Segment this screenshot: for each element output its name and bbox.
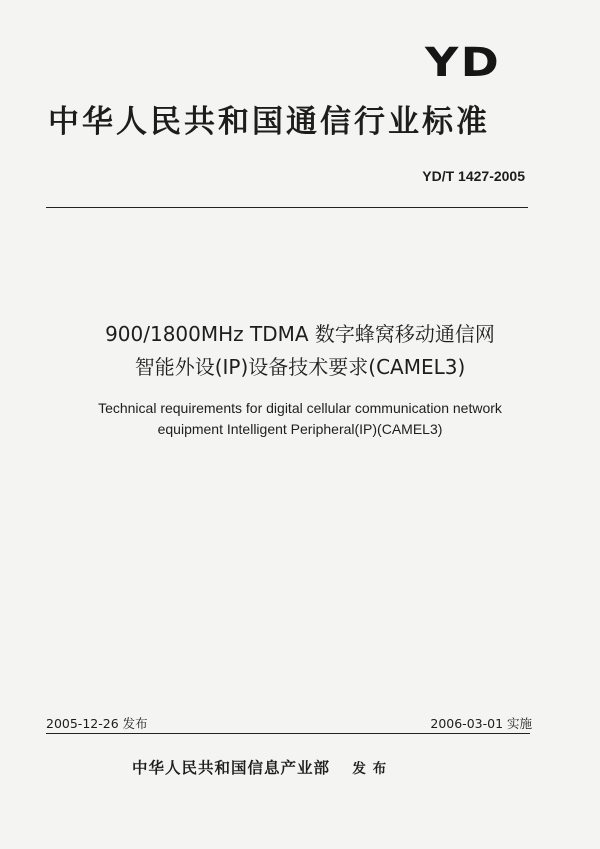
industry-standard-heading: 中华人民共和国通信行业标准 <box>48 104 490 140</box>
publisher-name: 中华人民共和国信息产业部 <box>132 759 331 777</box>
chinese-title-line-1: 900/1800MHz TDMA 数字蜂窝移动通信网 <box>105 322 495 346</box>
publisher-line <box>132 756 387 778</box>
issue-date: 2005-12-26 发布 <box>46 716 148 731</box>
english-title-line-2: equipment Intelligent Peripheral(IP)(CAMEL3) <box>157 421 443 437</box>
chinese-title <box>0 318 600 384</box>
implementation-date: 2006-03-01 实施 <box>430 716 532 731</box>
bottom-divider <box>46 733 530 734</box>
publisher-action: 发 布 <box>352 761 388 777</box>
english-title <box>0 398 600 440</box>
english-title-line-1: Technical requirements for digital cellular communication network <box>98 400 502 416</box>
yd-logo: YD <box>425 40 502 86</box>
standard-number: YD/T 1427-2005 <box>422 168 525 184</box>
chinese-title-line-2: 智能外设(IP)设备技术要求(CAMEL3) <box>134 355 466 379</box>
top-divider <box>46 207 528 208</box>
